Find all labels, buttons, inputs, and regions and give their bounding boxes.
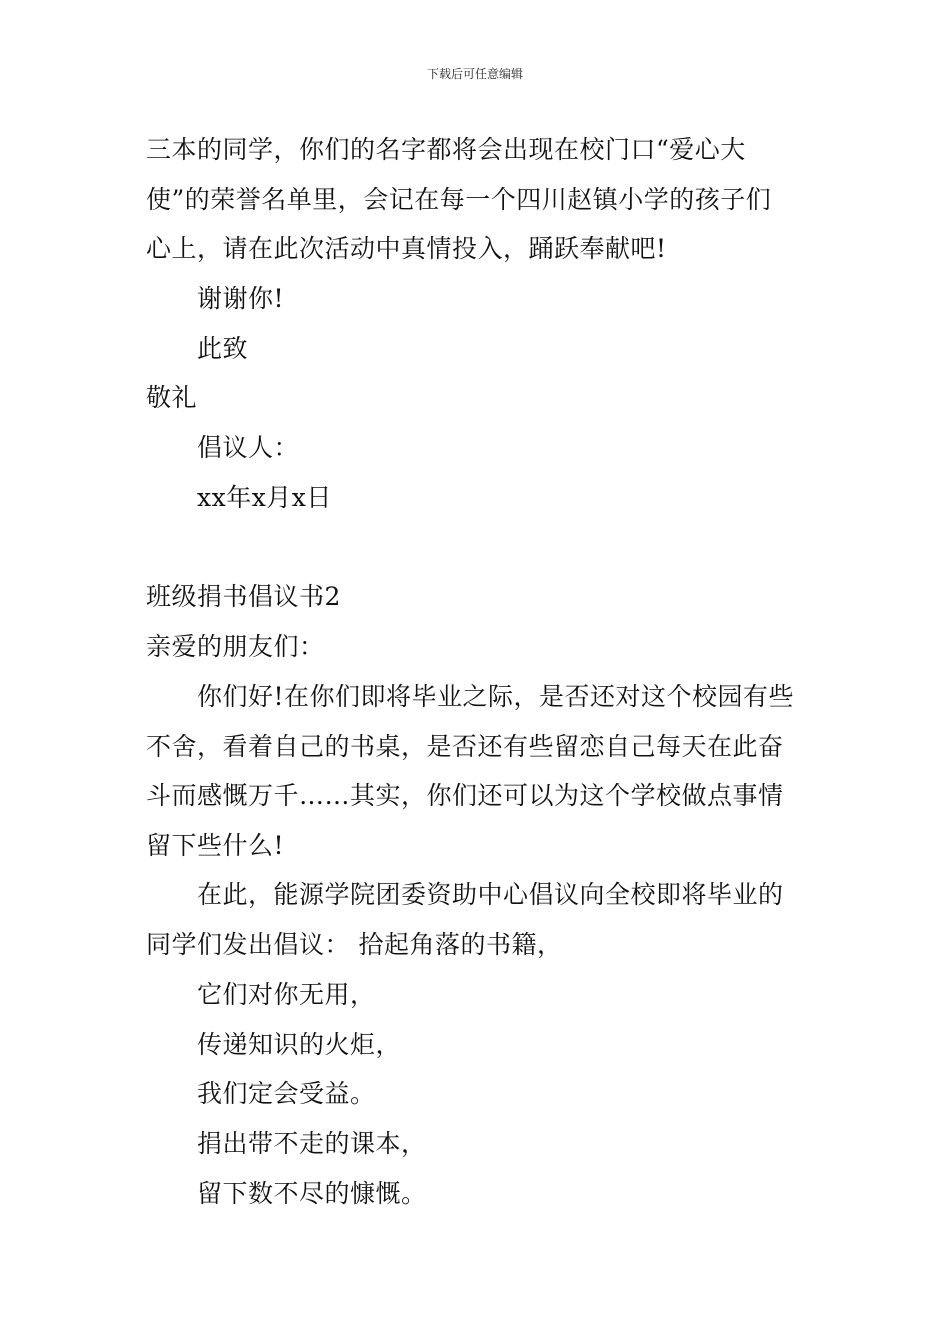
poem-line: 传递知识的火炬， [197, 1030, 402, 1059]
body-text-line: 同学们发出倡议： 拾起角落的书籍， [146, 930, 563, 959]
page-header-note: 下载后可任意编辑 [426, 67, 523, 81]
poem-line: 它们对你无用， [197, 980, 376, 1009]
signature-date: xx年x月x日 [197, 483, 332, 512]
greeting: 亲爱的朋友们： [146, 632, 325, 661]
body-text-line: 不舍，看着自己的书桌，是否还有些留恋自己每天在此奋 [146, 732, 784, 761]
body-text-line: 使”的荣誉名单里，会记在每一个四川赵镇小学的孩子们 [146, 185, 772, 214]
signature-label: 倡议人： [197, 433, 300, 462]
body-text-line: 斗而感慨万千……其实，你们还可以为这个学校做点事情 [146, 781, 784, 810]
body-text-line: 三本的同学，你们的名字都将会出现在校门口“爱心大 [146, 135, 746, 164]
body-text-line: 留下些什么! [146, 831, 285, 860]
poem-line: 留下数不尽的慷慨。 [197, 1179, 427, 1208]
body-text-line: 心上，请在此次活动中真情投入，踊跃奉献吧! [146, 234, 667, 263]
poem-line: 捐出带不走的课本， [197, 1129, 427, 1158]
closing-salutation: 此致 [197, 334, 249, 363]
body-text-line: 你们好!在你们即将毕业之际，是否还对这个校园有些 [197, 682, 795, 711]
body-text-line: 在此，能源学院团委资助中心倡议向全校即将毕业的 [197, 880, 784, 909]
closing-thanks: 谢谢你! [197, 284, 285, 313]
poem-line: 我们定会受益。 [197, 1079, 376, 1108]
section-title: 班级捐书倡议书2 [146, 582, 341, 611]
closing-regards: 敬礼 [146, 383, 198, 412]
